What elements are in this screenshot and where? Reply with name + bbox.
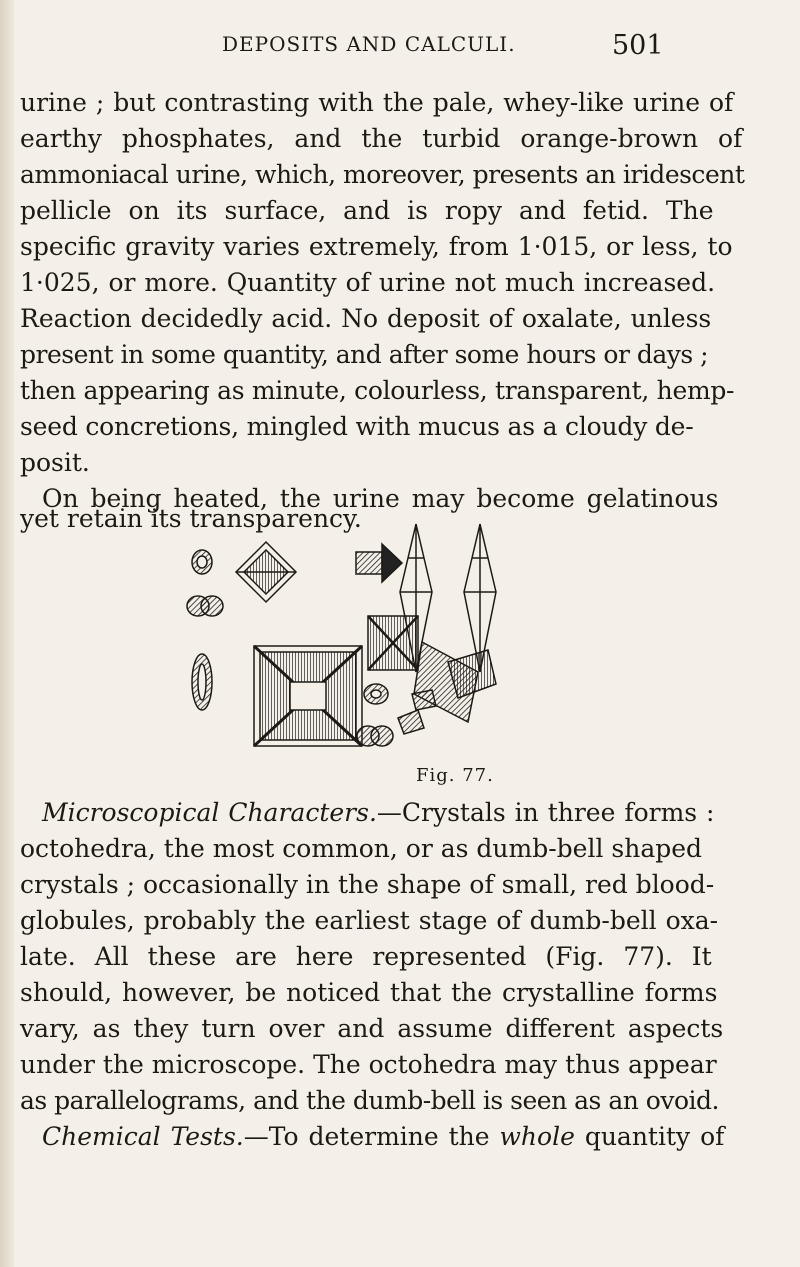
globule-top-left [192, 550, 212, 574]
text-run: specific gravity varies extremely, from 1·015, or less, to [20, 232, 733, 261]
octohedron-diamond [236, 542, 296, 602]
text-run: octohedra, the most common, or as dumb-bell shaped [20, 834, 703, 863]
text-run: quantity of [574, 1122, 725, 1151]
text-run: earthy phosphates, and the turbid orange-brown of [20, 124, 743, 153]
text-run: vary, as they turn over and assume different aspects [20, 1014, 724, 1043]
crystal-figure [178, 522, 648, 762]
text-run: —To determine the [243, 1122, 500, 1151]
text-run: 1·025, or more. Quantity of urine not much increased. [20, 268, 716, 297]
page-number: 501 [612, 30, 664, 61]
italic-heading: Chemical Tests. [42, 1122, 244, 1151]
text-run: Reaction decidedly acid. No deposit of oxalate, unless [20, 304, 712, 333]
text-run: posit. [20, 448, 90, 477]
text-run [42, 1124, 724, 1149]
dumbbell-left [187, 596, 223, 616]
text-run: globules, probably the earliest stage of dumb-bell oxa- [20, 906, 719, 935]
small-crystals-chain [398, 690, 436, 734]
octohedron-prism [368, 616, 418, 670]
text-run: then appearing as minute, colourless, transparent, hemp- [20, 376, 735, 405]
text-run: On being heated, the urine may become gelatinous [42, 484, 719, 513]
text-run: seed concretions, mingled with mucus as a cloudy de- [20, 412, 694, 441]
text-run: under the microscope. The octohedra may thus appear [20, 1050, 717, 1079]
crystal-cluster [414, 642, 496, 722]
italic-heading: Microscopical Characters. [42, 798, 377, 827]
running-header [0, 30, 800, 70]
figure-caption: Fig. 77. [416, 765, 494, 786]
crystal-illustration [178, 522, 648, 762]
italic-word: whole [499, 1122, 575, 1151]
text-run: as parallelograms, and the dumb-bell is seen as an ovoid. [20, 1086, 719, 1115]
dumbbell-bottom [357, 726, 393, 746]
header-title: DEPOSITS AND CALCULI. [222, 32, 516, 56]
text-run: crystals ; occasionally in the shape of small, red blood- [20, 870, 715, 899]
text-run: yet retain its transparency. [20, 504, 362, 533]
octohedron-square [254, 646, 362, 746]
text-run: late. All these are here represented (Fig. 77). It [20, 942, 712, 971]
text-run [42, 800, 714, 825]
globule-bottom-1 [364, 684, 388, 704]
text-run: present in some quantity, and after some hours or days ; [20, 340, 709, 369]
text-run: should, however, be noticed that the crystalline forms [20, 978, 718, 1007]
text-run: ammoniacal urine, which, moreover, presents an iridescent [20, 160, 745, 189]
ovoid-lower-left [192, 654, 212, 710]
text-run: pellicle on its surface, and is ropy and fetid. The [20, 196, 714, 225]
text-run: —Crystals in three forms : [376, 798, 715, 827]
crystal-arrow [356, 544, 402, 582]
text-run: urine ; but contrasting with the pale, whey-like urine of [20, 88, 734, 117]
pointed-crystal-2 [464, 524, 496, 672]
